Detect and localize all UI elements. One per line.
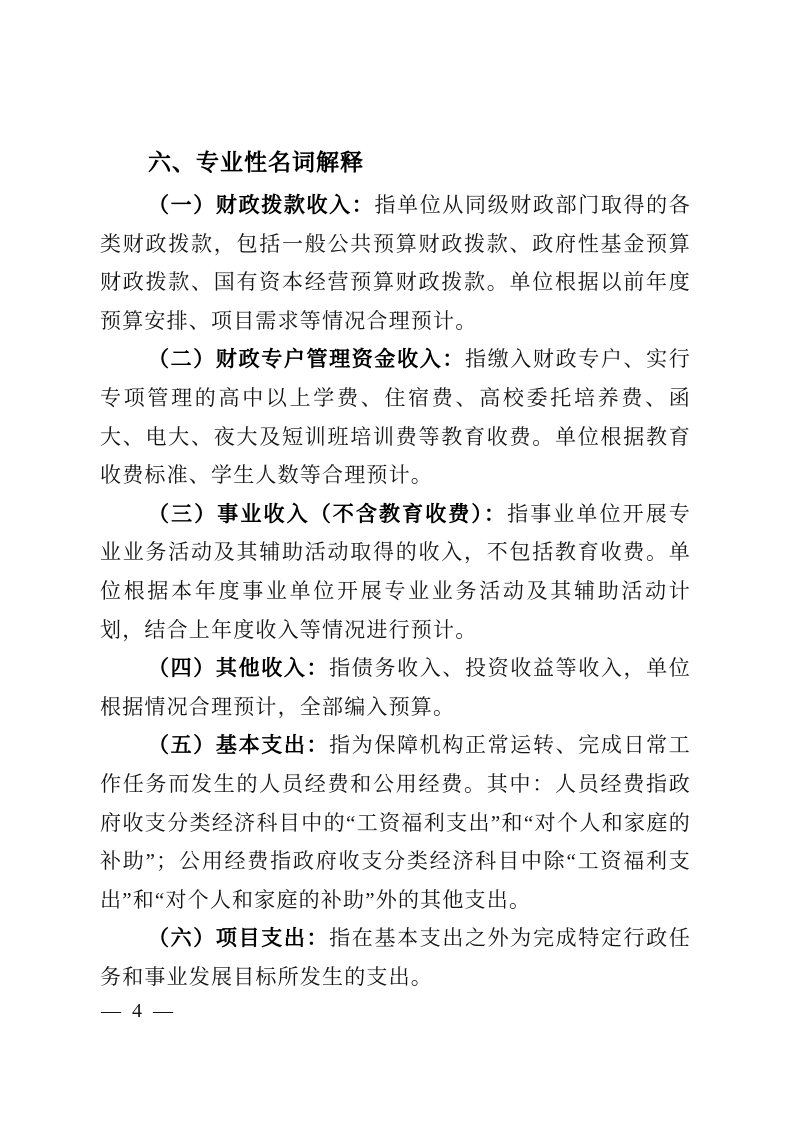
paragraph-other-income bbox=[100, 649, 691, 726]
term-label: （六）项目支出： bbox=[148, 926, 330, 951]
paragraph-special-account-income bbox=[100, 340, 691, 494]
paragraph-text: 指为保障机构正常运转、完成日常工作任务而发生的人员经费和公用经费。其中：人员经费指政府收支分类经济科目中的“工资福利支出”和“对个人和家庭的补助”；公用经费指政府收支分类经济科目中除“工资福利支出”和“对个人和家庭的补助”外的其他支出。 bbox=[100, 733, 691, 912]
paragraph-text: 指单位从同级财政部门取得的各类财政拨款，包括一般公共预算财政拨款、政府性基金预算财政拨款、国有资本经营预算财政拨款。单位根据以前年度预算安排、项目需求等情况合理预计。 bbox=[100, 193, 691, 333]
term-label: （三）事业收入（不含教育收费）： bbox=[148, 501, 508, 526]
section-heading: 六、专业性名词解释 bbox=[148, 150, 364, 176]
term-label: （四）其他收入： bbox=[148, 656, 330, 681]
paragraph-fiscal-appropriation-income bbox=[100, 186, 691, 340]
paragraph-text: 指债务收入、投资收益等收入，单位根据情况合理预计，全部编入预算。 bbox=[100, 656, 691, 719]
paragraph-project-expenditure bbox=[100, 919, 691, 996]
paragraph-text: 指缴入财政专户、实行专项管理的高中以上学费、住宿费、高校委托培养费、函大、电大、夜大及短训班培训费等教育收费。单位根据教育收费标准、学生人数等合理预计。 bbox=[100, 347, 691, 488]
paragraph-text: 指事业单位开展专业业务活动及其辅助活动取得的收入，不包括教育收费。单位根据本年度事业单位开展专业业务活动及其辅助活动计划，结合上年度收入等情况进行预计。 bbox=[100, 501, 691, 642]
paragraph-basic-expenditure bbox=[100, 726, 691, 919]
term-label: （二）财政专户管理资金收入： bbox=[148, 347, 465, 372]
paragraph-text: 指在基本支出之外为完成特定行政任务和事业发展目标所发生的支出。 bbox=[100, 926, 691, 989]
term-label: （一）财政拨款收入： bbox=[148, 193, 375, 217]
document-body bbox=[100, 186, 691, 996]
term-label: （五）基本支出： bbox=[148, 733, 330, 758]
paragraph-operational-income bbox=[100, 495, 691, 649]
page-number: — 4 — bbox=[101, 1000, 176, 1022]
